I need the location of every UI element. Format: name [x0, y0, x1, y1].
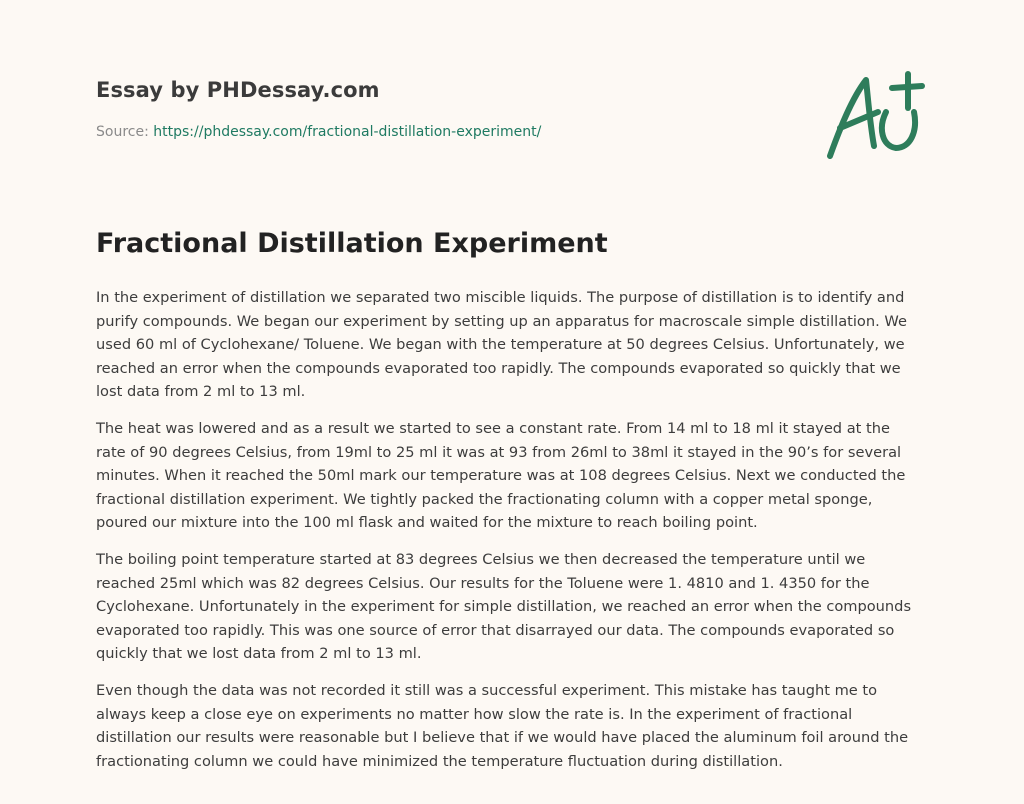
essay-title: Fractional Distillation Experiment — [96, 228, 608, 259]
source-label: Source: — [96, 124, 154, 140]
essay-paragraph: The heat was lowered and as a result we started to see a constant rate. From 14 ml to 18 ml it stayed at the rate of 90 degrees Celsius, from 19ml to 25 ml it was at 93 from 26ml to 38ml it stayed in the 90’s for several minutes. When it reached the 50ml mark our temperature was at 108 degrees Celsius. Next we conducted the fractional distillation experiment. We tightly packed the fractionating column with a copper metal sponge, poured our mixture into the 100 ml flask and waited for the mixture to reach boiling point. — [96, 419, 906, 532]
essay-paragraph: The boiling point temperature started at 83 degrees Celsius we then decreased the temperature until we reached 25ml which was 82 degrees Celsius. Our results for the Toluene were 1. 4810 and 1. 4350 for the Cyclohexane. Unfortunately in the experiment for simple distillation, we reached an error when the compounds evaporated too rapidly. This was one source of error that disarrayed our data. The compounds evaporated so quickly that we lost data from 2 ml to 13 ml. — [96, 550, 912, 663]
source-link[interactable]: https://phdessay.com/fractional-distillation-experiment/ — [153, 124, 542, 140]
brand-title: Essay by PHDessay.com — [96, 78, 380, 102]
a-plus-grade-icon — [826, 68, 926, 164]
source-line — [96, 124, 541, 140]
essay-paragraph: In the experiment of distillation we separated two miscible liquids. The purpose of distillation is to identify and purify compounds. We began our experiment by setting up an apparatus for macroscale simple distillation. We used 60 ml of Cyclohexane/ Toluene. We began with the temperature at 50 degrees Celsius. Unfortunately, we reached an error when the compounds evaporated too rapidly. The compounds evaporated so quickly that we lost data from 2 ml to 13 ml. — [96, 289, 907, 401]
essay-paragraph: Even though the data was not recorded it still was a successful experiment. This mistake has taught me to always keep a close eye on experiments no matter how slow the rate is. In the experiment of fractional distillation our results were reasonable but I believe that if we would have placed the aluminum foil around the fractionating column we could have minimized the temperature fluctuation during distillation. — [96, 681, 909, 770]
essay-body — [96, 286, 916, 786]
